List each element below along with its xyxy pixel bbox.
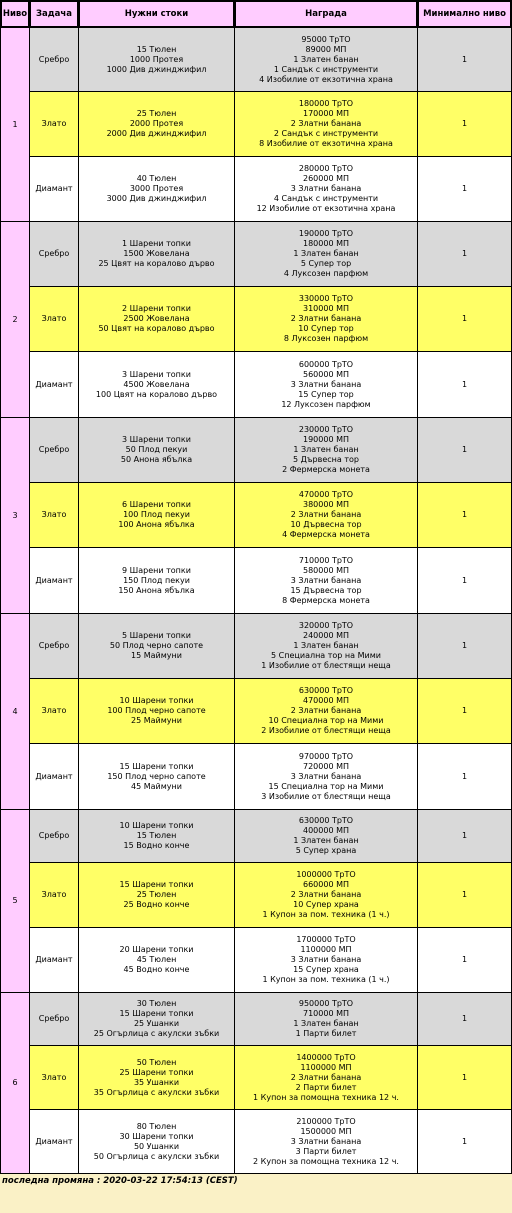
task-cell: Диамант [30, 157, 78, 221]
min-cell: 1 [418, 157, 511, 221]
table-row [1, 28, 511, 91]
min-cell: 1 [418, 418, 511, 482]
level-cell: 3 [1, 418, 29, 613]
min-cell: 1 [418, 863, 511, 927]
task-cell: Сребро [30, 28, 78, 91]
reward-cell: 1700000 ТрТО 1100000 МП 3 Златни банана 15 Супер храна 1 Купон за пом. техника (1 ч.) [235, 928, 417, 992]
reward-cell: 320000 ТрТО 240000 МП 1 Златен банан 5 Специална тор на Мими 1 Изобилие от блестящи неща [235, 614, 417, 678]
goods-cell: 15 Шарени топки 150 Плод черно сапоте 45 Маймуни [79, 744, 234, 809]
goods-cell: 50 Тюлен 25 Шарени топки 35 Ушанки 35 Огърлица с акулски зъбки [79, 1046, 234, 1109]
reward-cell: 280000 ТрТО 260000 МП 3 Златни банана 4 Сандък с инструменти 12 Изобилие от екзотична храна [235, 157, 417, 221]
header-task: Задача [30, 1, 78, 27]
goods-cell: 10 Шарени топки 100 Плод черно сапоте 25 Маймуни [79, 679, 234, 743]
table-row [1, 614, 511, 678]
task-cell: Злато [30, 287, 78, 351]
reward-cell: 710000 ТрТО 580000 МП 3 Златни банана 15 Дървесна тор 8 Фермерска монета [235, 548, 417, 613]
level-cell: 5 [1, 810, 29, 992]
min-cell: 1 [418, 1046, 511, 1109]
goods-cell: 9 Шарени топки 150 Плод пекуи 150 Анона ябълка [79, 548, 234, 613]
goods-cell: 80 Тюлен 30 Шарени топки 50 Ушанки 50 Огърлица с акулски зъбки [79, 1110, 234, 1173]
reward-cell: 970000 ТрТО 720000 МП 3 Златни банана 15 Специална тор на Мими 3 Изобилие от блестящи неща [235, 744, 417, 809]
task-cell: Сребро [30, 222, 78, 286]
level-cell: 4 [1, 614, 29, 809]
goods-cell: 2 Шарени топки 2500 Жовелана 50 Цвят на коралово дърво [79, 287, 234, 351]
reward-cell: 630000 ТрТО 400000 МП 1 Златен банан 5 Супер храна [235, 810, 417, 862]
min-cell: 1 [418, 483, 511, 547]
goods-cell: 3 Шарени топки 4500 Жовелана 100 Цвят на коралово дърво [79, 352, 234, 417]
reward-cell: 470000 ТрТО 380000 МП 2 Златни банана 10 Дървесна тор 4 Фермерска монета [235, 483, 417, 547]
min-cell: 1 [418, 548, 511, 613]
task-cell: Сребро [30, 418, 78, 482]
goods-cell: 25 Тюлен 2000 Протея 2000 Див джинджифил [79, 92, 234, 156]
reward-cell: 180000 ТрТО 170000 МП 2 Златни банана 2 Сандък с инструменти 8 Изобилие от екзотична храна [235, 92, 417, 156]
reward-cell: 950000 ТрТО 710000 МП 1 Златен банан 1 Парти билет [235, 993, 417, 1045]
table-row [1, 418, 511, 482]
min-cell: 1 [418, 287, 511, 351]
goods-cell: 3 Шарени топки 50 Плод пекуи 50 Анона ябълка [79, 418, 234, 482]
table-row [1, 548, 511, 613]
min-cell: 1 [418, 222, 511, 286]
last-modified: последна промяна : 2020-03-22 17:54:13 (CEST) [2, 1176, 238, 1186]
table-row [1, 352, 511, 417]
table-body [1, 28, 511, 1173]
task-cell: Диамант [30, 744, 78, 809]
table-row [1, 483, 511, 547]
reward-cell: 1000000 ТрТО 660000 МП 2 Златни банана 10 Супер храна 1 Купон за пом. техника (1 ч.) [235, 863, 417, 927]
reward-cell: 600000 ТрТО 560000 МП 3 Златни банана 15 Супер тор 12 Луксозен парфюм [235, 352, 417, 417]
min-cell: 1 [418, 352, 511, 417]
header-level: Ниво [1, 1, 29, 27]
reward-cell: 95000 ТрТО 89000 МП 1 Златен банан 1 Сандък с инструменти 4 Изобилие от екзотична храна [235, 28, 417, 91]
goods-cell: 30 Тюлен 15 Шарени топки 25 Ушанки 25 Огърлица с акулски зъбки [79, 993, 234, 1045]
goods-cell: 5 Шарени топки 50 Плод черно сапоте 15 Маймуни [79, 614, 234, 678]
min-cell: 1 [418, 92, 511, 156]
task-cell: Злато [30, 679, 78, 743]
min-cell: 1 [418, 993, 511, 1045]
table-row [1, 222, 511, 286]
reward-cell: 1400000 ТрТО 1100000 МП 2 Златни банана 2 Парти билет 1 Купон за помощна техника 12 ч. [235, 1046, 417, 1109]
table-row [1, 1110, 511, 1173]
task-cell: Диамант [30, 352, 78, 417]
table-row [1, 810, 511, 862]
goods-cell: 15 Шарени топки 25 Тюлен 25 Водно конче [79, 863, 234, 927]
min-cell: 1 [418, 810, 511, 862]
table-row [1, 1046, 511, 1109]
level-cell: 2 [1, 222, 29, 417]
min-cell: 1 [418, 614, 511, 678]
reward-cell: 330000 ТрТО 310000 МП 2 Златни банана 10 Супер тор 8 Луксозен парфюм [235, 287, 417, 351]
task-cell: Злато [30, 863, 78, 927]
goods-cell: 6 Шарени топки 100 Плод пекуи 100 Анона ябълка [79, 483, 234, 547]
min-cell: 1 [418, 744, 511, 809]
reward-cell: 230000 ТрТО 190000 МП 1 Златен банан 5 Дървесна тор 2 Фермерска монета [235, 418, 417, 482]
table-row [1, 928, 511, 992]
goods-cell: 20 Шарени топки 45 Тюлен 45 Водно конче [79, 928, 234, 992]
header-goods: Нужни стоки [79, 1, 234, 27]
min-cell: 1 [418, 1110, 511, 1173]
task-cell: Злато [30, 483, 78, 547]
reward-cell: 2100000 ТрТО 1500000 МП 3 Златни банана 3 Парти билет 2 Купон за помощна техника 12 ч. [235, 1110, 417, 1173]
min-cell: 1 [418, 928, 511, 992]
table-row [1, 744, 511, 809]
header-reward: Награда [235, 1, 417, 27]
task-cell: Диамант [30, 928, 78, 992]
task-cell: Сребро [30, 614, 78, 678]
reward-cell: 630000 ТрТО 470000 МП 2 Златни банана 10 Специална тор на Мими 2 Изобилие от блестящи неща [235, 679, 417, 743]
table-row [1, 287, 511, 351]
task-cell: Диамант [30, 1110, 78, 1173]
goods-cell: 40 Тюлен 3000 Протея 3000 Див джинджифил [79, 157, 234, 221]
level-cell: 1 [1, 28, 29, 221]
task-cell: Сребро [30, 993, 78, 1045]
min-cell: 1 [418, 28, 511, 91]
header-min-level: Минимално ниво [418, 1, 511, 27]
task-cell: Сребро [30, 810, 78, 862]
goods-cell: 15 Тюлен 1000 Протея 1000 Див джинджифил [79, 28, 234, 91]
level-cell: 6 [1, 993, 29, 1173]
header-row [1, 1, 511, 27]
table-row [1, 863, 511, 927]
min-cell: 1 [418, 679, 511, 743]
task-cell: Диамант [30, 548, 78, 613]
table-row [1, 993, 511, 1045]
goods-cell: 10 Шарени топки 15 Тюлен 15 Водно конче [79, 810, 234, 862]
reward-cell: 190000 ТрТО 180000 МП 1 Златен банан 5 Супер тор 4 Луксозен парфюм [235, 222, 417, 286]
table-row [1, 157, 511, 221]
task-cell: Злато [30, 1046, 78, 1109]
table-row [1, 679, 511, 743]
goods-cell: 1 Шарени топки 1500 Жовелана 25 Цвят на коралово дърво [79, 222, 234, 286]
table-row [1, 92, 511, 156]
task-cell: Злато [30, 92, 78, 156]
